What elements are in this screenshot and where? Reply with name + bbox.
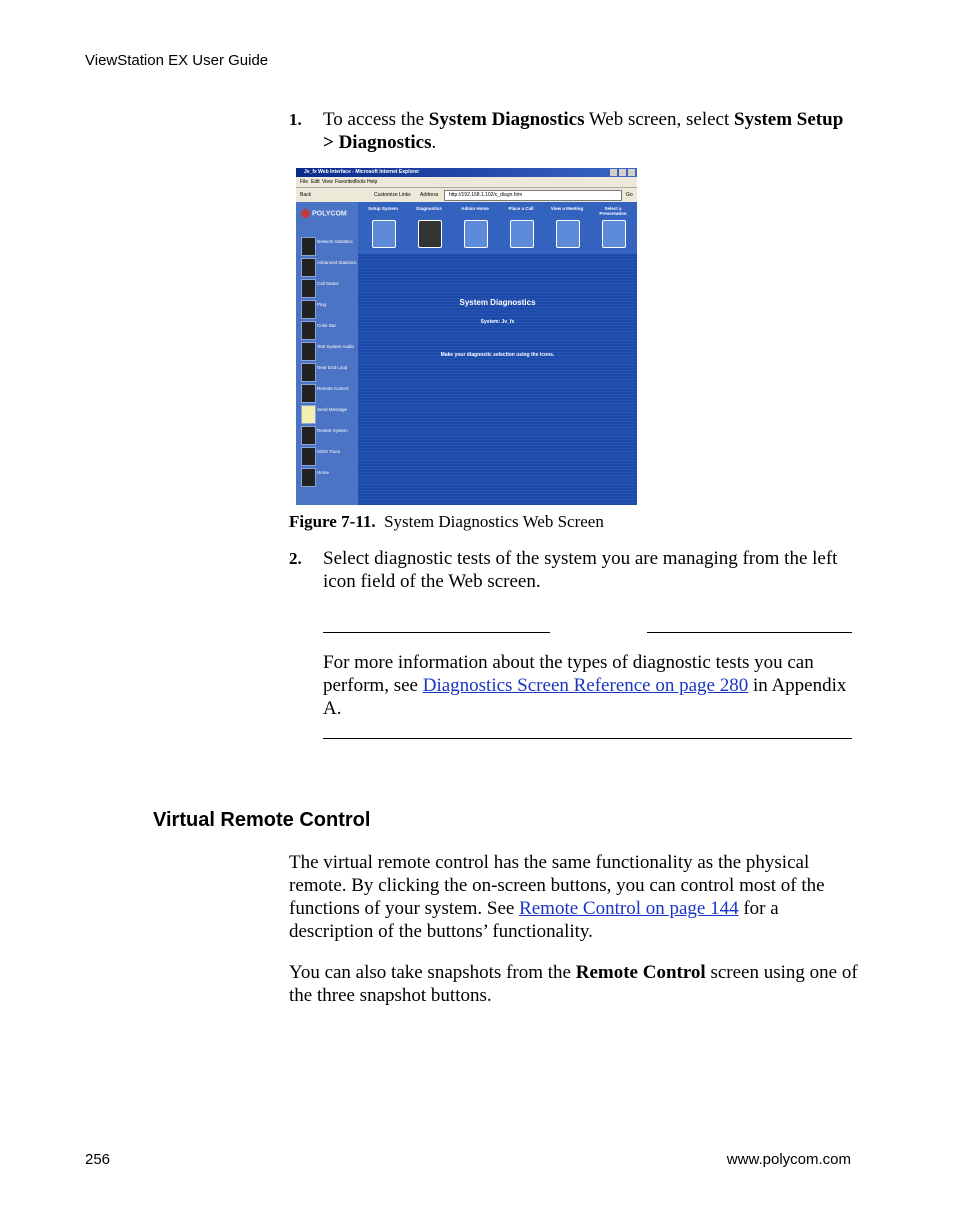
web-page xyxy=(296,202,637,505)
restart-icon xyxy=(301,426,316,445)
ping-icon xyxy=(301,300,316,319)
top-button-admin-home[interactable]: Admin Home xyxy=(453,204,497,252)
diagnostics-screenshot xyxy=(296,168,637,505)
back-button[interactable]: Back xyxy=(300,192,312,198)
top-button-view-a-meeting[interactable]: View a Meeting xyxy=(545,204,589,252)
address-bar[interactable] xyxy=(444,190,622,201)
selection-hint: Make your diagnostic selection using the icons. xyxy=(440,352,555,358)
left-item-advanced-statistics[interactable]: Advanced Statistics xyxy=(301,258,357,276)
step-number: 2. xyxy=(289,549,302,568)
left-item-test-system-audio[interactable]: Test System Audio xyxy=(301,342,357,360)
top-button-select-presentation[interactable]: Select a Presentation xyxy=(591,204,635,252)
meeting-icon xyxy=(556,220,580,248)
go-button[interactable]: Go xyxy=(626,192,633,198)
page-number: 256 xyxy=(85,1151,111,1168)
address-value: http://192.168.1.102/c_diagn.htm xyxy=(449,192,523,198)
left-item-isdn-trace[interactable]: ISDN Trace xyxy=(301,447,357,465)
remote-control-link[interactable]: Remote Control on page 144 xyxy=(519,898,739,919)
isdn-trace-icon xyxy=(301,447,316,466)
advanced-statistics-icon xyxy=(301,258,316,277)
step-1 xyxy=(289,108,859,156)
diagnostics-reference-link[interactable]: Diagnostics Screen Reference on page 280 xyxy=(422,675,749,696)
links-button[interactable]: Customize Links xyxy=(374,192,411,198)
left-item-color-bar[interactable]: Color Bar xyxy=(301,321,357,339)
menu-view[interactable]: View xyxy=(322,179,333,185)
left-item-call-status[interactable]: Call Status xyxy=(301,279,357,297)
system-name: System: Jv_fx xyxy=(480,319,515,325)
menu-file[interactable]: File xyxy=(300,179,309,185)
step-number: 1. xyxy=(289,110,302,129)
diagnostics-icon xyxy=(418,220,442,248)
window-titlebar xyxy=(296,168,637,177)
paragraph: The virtual remote control has the same functionality as the physical remote. By clicking the on-screen buttons, you can control most of the functions of your system. See Remote Control on page 144 for a description of the buttons’ functionality. xyxy=(289,852,825,942)
polycom-logo: POLYCOM xyxy=(301,209,347,218)
step-2 xyxy=(289,547,859,595)
logo-mark-icon xyxy=(301,209,310,218)
left-item-restart-system[interactable]: Restart System xyxy=(301,426,357,444)
maximize-button[interactable] xyxy=(619,169,626,176)
left-item-remote-control[interactable]: Remote Control xyxy=(301,384,357,402)
left-icon-panel xyxy=(296,202,358,505)
top-button-setup-system[interactable]: Setup System xyxy=(361,204,405,252)
section-heading: Virtual Remote Control xyxy=(153,809,371,831)
phone-icon xyxy=(510,220,534,248)
top-nav-bar xyxy=(358,202,637,254)
call-status-icon xyxy=(301,279,316,298)
figure-caption: Figure 7-11. System Diagnostics Web Screen xyxy=(289,512,604,531)
menu-tools[interactable]: Tools xyxy=(354,179,366,185)
browser-toolbar xyxy=(296,187,637,202)
note-text: For more information about the types of diagnostic tests you can perform, see Diagnostics Screen Reference on page 280 in Appendix A. xyxy=(323,652,847,719)
menu-help[interactable]: Help xyxy=(367,179,378,185)
minimize-button[interactable] xyxy=(610,169,617,176)
menu-favorites[interactable]: Favorites xyxy=(335,179,356,185)
color-bar-icon xyxy=(301,321,316,340)
step-text: To access the System Diagnostics Web screen, select System Setup > Diagnostics. xyxy=(323,109,844,153)
ui-term: System Setup > Diagnostics xyxy=(323,109,844,153)
setup-icon xyxy=(372,220,396,248)
ui-term: Remote Control xyxy=(575,962,706,983)
near-end-loop-icon xyxy=(301,363,316,382)
note-rule-bottom xyxy=(323,738,852,739)
top-button-place-a-call[interactable]: Place a Call xyxy=(499,204,543,252)
note-rule-right xyxy=(647,632,852,633)
address-label: Address xyxy=(420,192,439,198)
left-item-send-message[interactable]: Send Message xyxy=(301,405,357,423)
close-button[interactable] xyxy=(628,169,635,176)
left-item-near-end-loop[interactable]: Near End Loop xyxy=(301,363,357,381)
note-rule-left xyxy=(323,632,550,633)
paragraph: You can also take snapshots from the Remote Control screen using one of the three snapshot buttons. xyxy=(289,962,858,1006)
left-item-home[interactable]: Home xyxy=(301,468,357,486)
home-icon xyxy=(301,468,316,487)
footer-website: www.polycom.com xyxy=(726,1151,851,1168)
top-button-diagnostics[interactable]: Diagnostics xyxy=(407,204,451,252)
send-message-icon xyxy=(301,405,316,424)
left-item-ping[interactable]: Ping xyxy=(301,300,357,318)
left-item-network-statistics[interactable]: Network Statistics xyxy=(301,237,357,255)
ui-term: System Diagnostics xyxy=(428,109,585,130)
diagnostics-title: System Diagnostics xyxy=(459,298,536,307)
running-header: ViewStation EX User Guide xyxy=(85,52,269,69)
presentation-icon xyxy=(602,220,626,248)
remote-control-icon xyxy=(301,384,316,403)
menu-edit[interactable]: Edit xyxy=(311,179,320,185)
window-title: Jv_fx Web Interface - Microsoft Internet Explorer xyxy=(304,169,420,175)
menu-bar xyxy=(296,177,637,187)
network-statistics-icon xyxy=(301,237,316,256)
audio-test-icon xyxy=(301,342,316,361)
info-icon xyxy=(464,220,488,248)
step-text: Select diagnostic tests of the system you are managing from the left icon field of the Web screen. xyxy=(323,548,838,592)
